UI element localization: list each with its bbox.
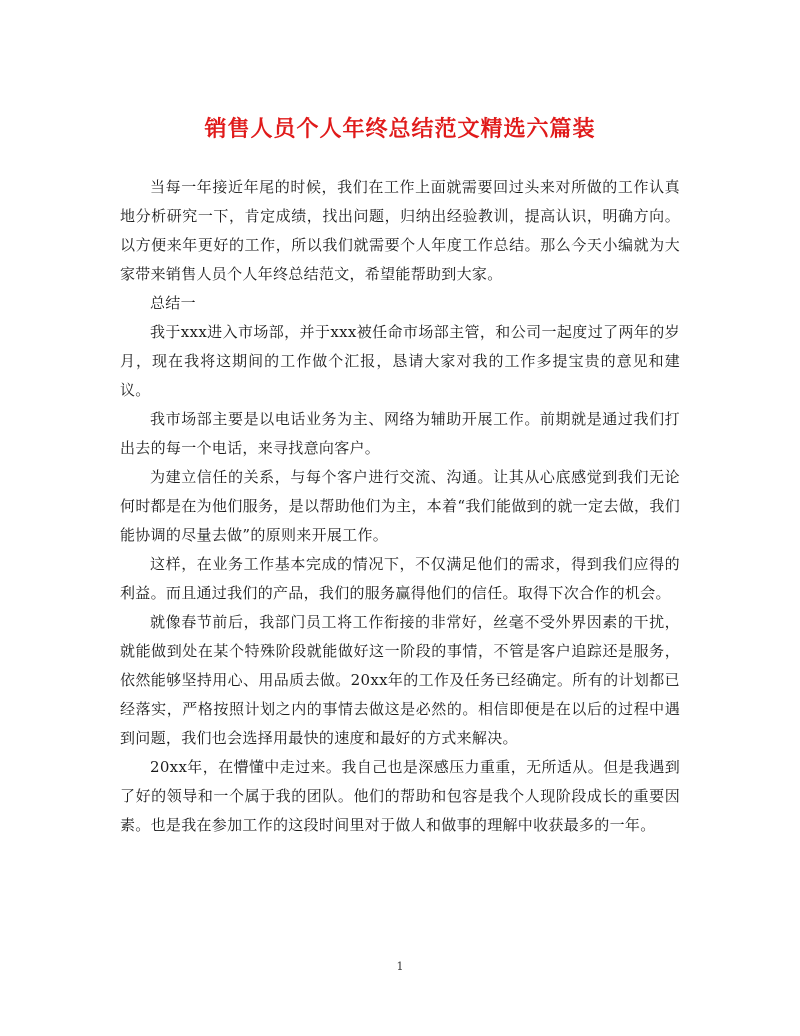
intro-paragraph: 当每一年接近年尾的时候，我们在工作上面就需要回过头来对所做的工作认真地分析研究一下，肯定成绩，找出问题，归纳出经验教训，提高认识，明确方向。以方便来年更好的工作，所以我们就需要个人年度工作总结。那么今天小编就为大家带来销售人员个人年终总结范文，希望能帮助到大家。 [120,178,680,283]
section-heading: 总结一 [150,294,196,312]
body-paragraph: 就像春节前后，我部门员工将工作衔接的非常好，丝毫不受外界因素的干扰，就能做到处在某个特殊阶段就能做好这一阶段的事情，不管是客户追踪还是服务，依然能够坚持用心、用品质去做。20xx年的工作及任务已经确定。所有的计划都已经落实，严格按照计划之内的事情去做这是必然的。相信即便是在以后的过程中遇到问题，我们也会选择用最快的速度和最好的方式来解决。 [120,613,680,747]
body-paragraph: 我于xxx进入市场部，并于xxx被任命市场部主管，和公司一起度过了两年的岁月，现在我将这期间的工作做个汇报，恳请大家对我的工作多提宝贵的意见和建议。 [120,323,680,399]
body-paragraph: 这样，在业务工作基本完成的情况下，不仅满足他们的需求，得到我们应得的利益。而且通过我们的产品，我们的服务赢得他们的信任。取得下次合作的机会。 [120,555,680,602]
page-number: 1 [396,960,404,973]
body-paragraph: 为建立信任的关系，与每个客户进行交流、沟通。让其从心底感觉到我们无论何时都是在为他们服务，是以帮助他们为主，本着“我们能做到的就一定去做，我们能协调的尽量去做”的原则来开展工作。 [120,468,680,544]
document-body [120,173,680,840]
body-paragraph: 20xx年，在懵懂中走过来。我自己也是深感压力重重，无所适从。但是我遇到了好的领导和一个属于我的团队。他们的帮助和包容是我个人现阶段成长的重要因素。也是我在参加工作的这段时间里对于做人和做事的理解中收获最多的一年。 [120,758,680,834]
body-paragraph: 我市场部主要是以电话业务为主、网络为辅助开展工作。前期就是通过我们打出去的每一个电话，来寻找意向客户。 [120,410,680,457]
document-title: 销售人员个人年终总结范文精选六篇装 [204,116,596,142]
